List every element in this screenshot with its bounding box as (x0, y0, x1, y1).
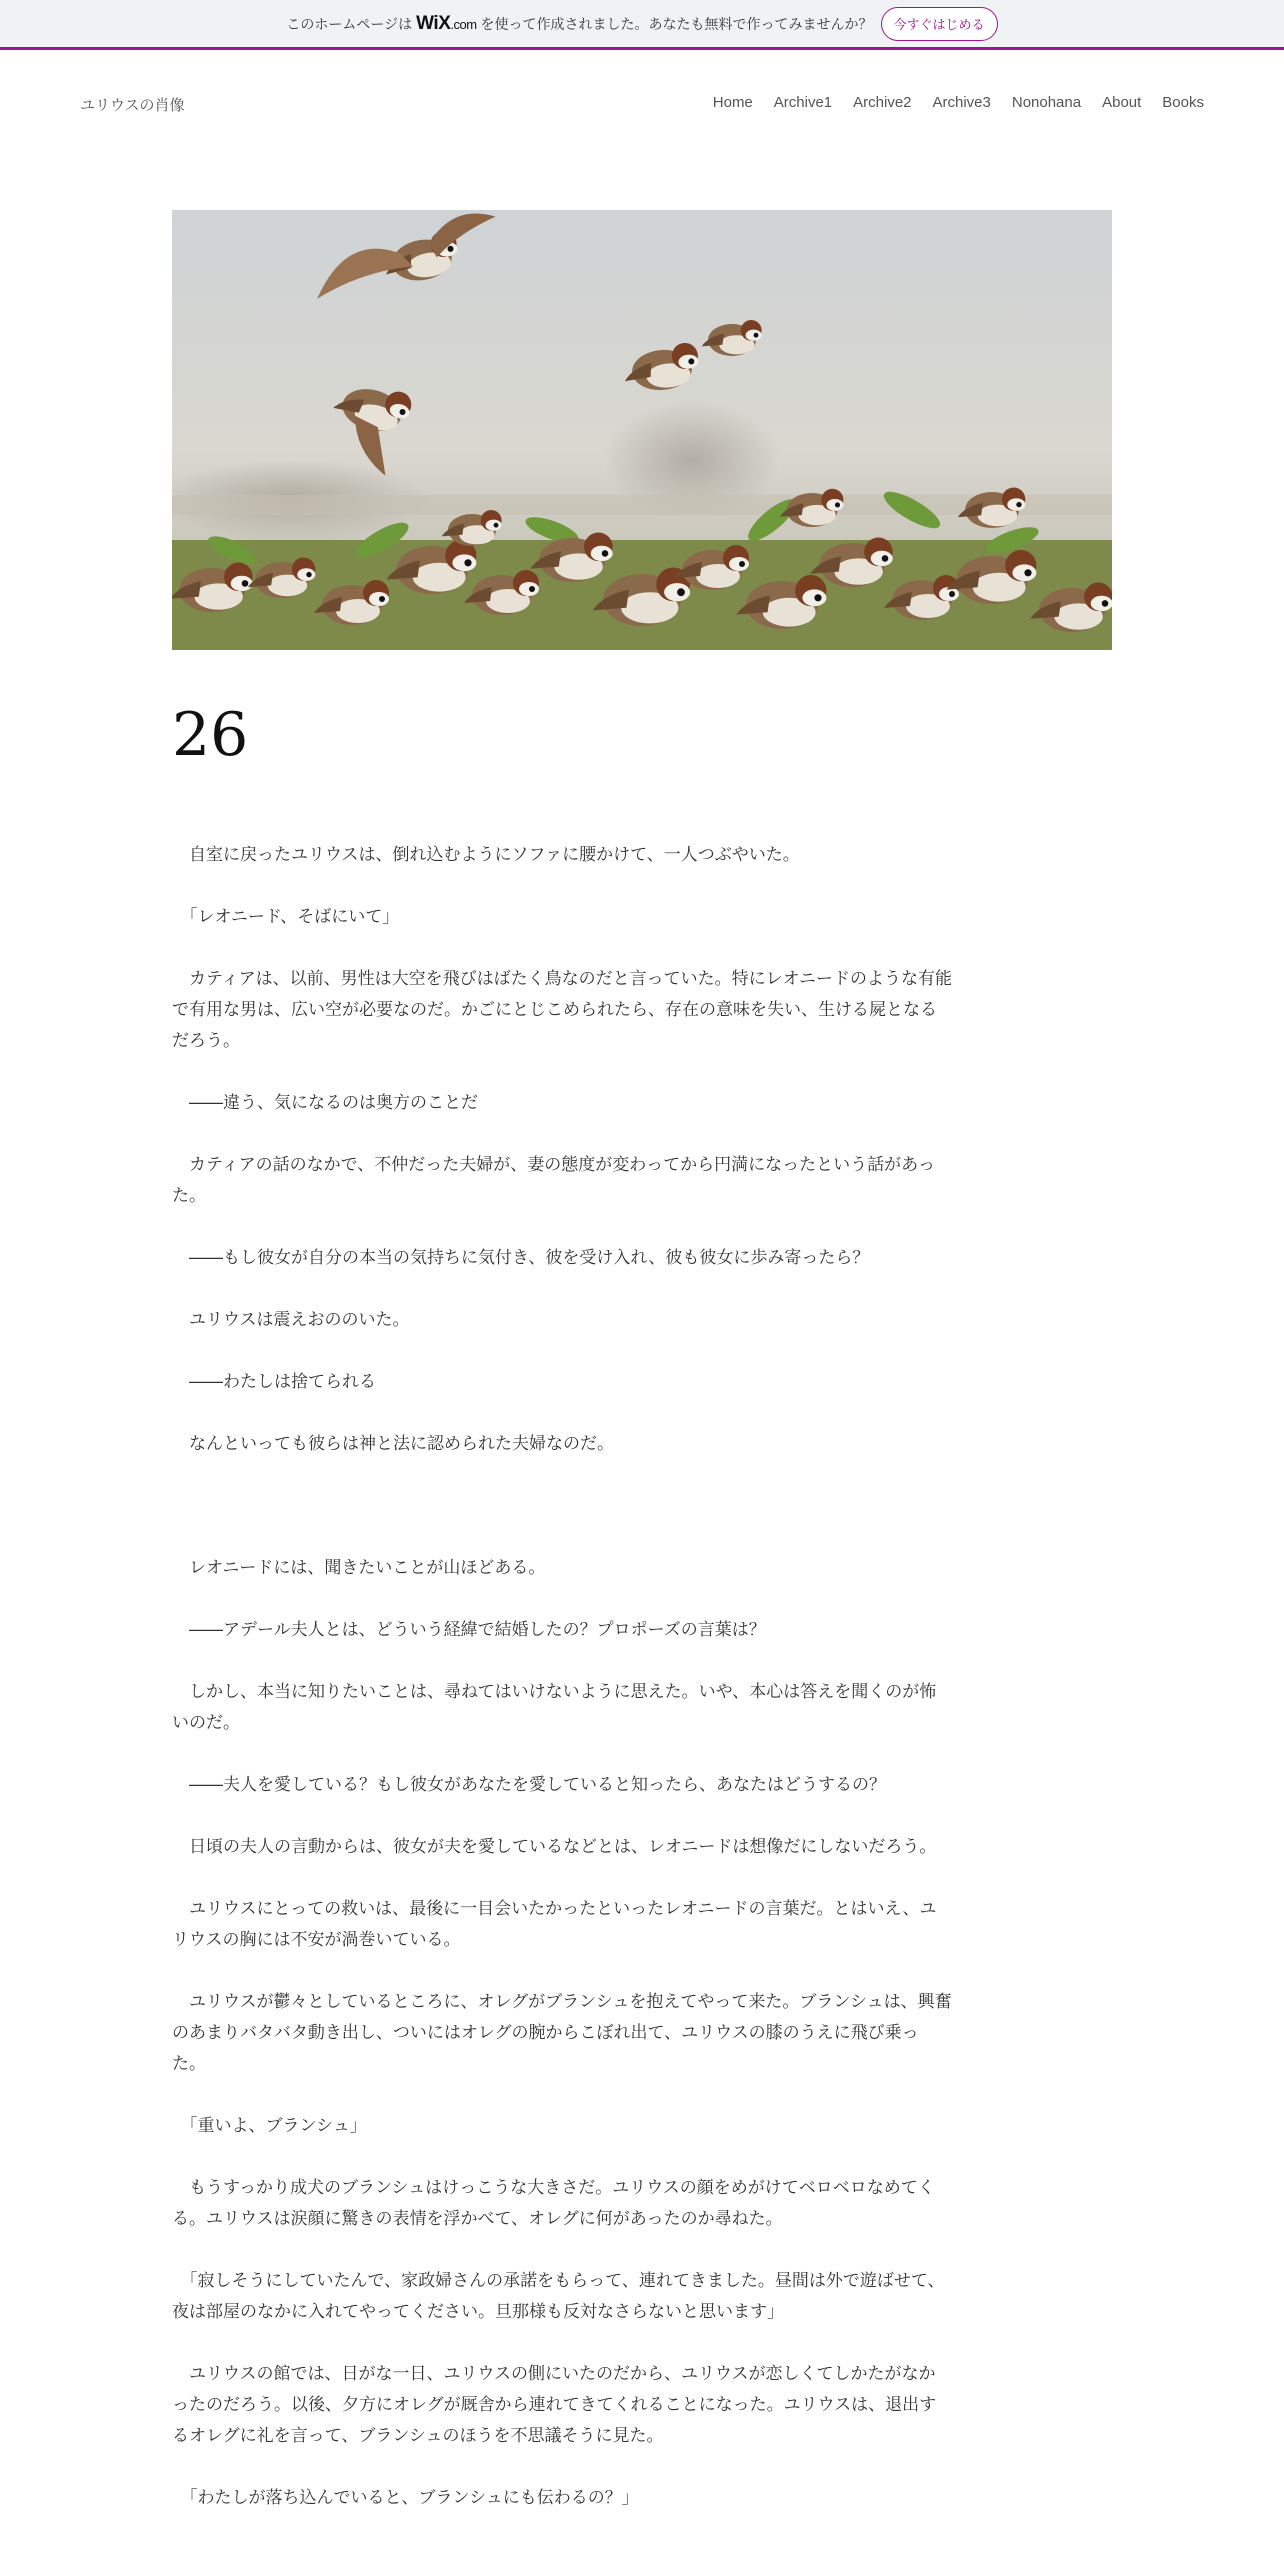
wix-logo-main: WiX (416, 12, 451, 34)
paragraph: ――違う、気になるのは奥方のことだ (172, 1093, 478, 1113)
paragraph: 「わたしが落ち込んでいると、ブランシュにも伝わるの？」 (172, 2488, 639, 2508)
main-nav (713, 94, 1204, 111)
sparrows-photo-icon (172, 210, 1112, 650)
wix-logo[interactable] (416, 13, 476, 35)
paragraph: ――夫人を愛している？もし彼女があなたを愛していると知ったら、あなたはどうするの？ (172, 1775, 886, 1795)
paragraph: なんといっても彼らは神と法に認められた夫婦なのだ。 (172, 1434, 614, 1454)
paragraph: しかし、本当に知りたいことは、尋ねてはいけないように思えた。いや、本心は答えを聞くのが怖いのだ。 (172, 1682, 937, 1733)
nav-item-books[interactable]: Books (1162, 94, 1204, 111)
paragraph: ユリウスにとっての救いは、最後に一目会いたかったといったレオニードの言葉だ。とはいえ、ユリウスの胸には不安が渦巻いている。 (172, 1899, 937, 1950)
nav-item-nonohana[interactable]: Nonohana (1011, 94, 1082, 111)
start-now-button[interactable]: 今すぐはじめる (881, 7, 998, 41)
nav-item-archive2[interactable]: Archive2 (853, 94, 912, 111)
site-title[interactable]: ユリウスの肖像 (80, 96, 185, 114)
paragraph: ――わたしは捨てられる (172, 1372, 376, 1392)
paragraph: もうすっかり成犬のブランシュはけっこうな大きさだ。ユリウスの顔をめがけてベロベロなめてくる。ユリウスは涙顔に驚きの表情を浮かべて、オレグに何があったのか尋ねた。 (172, 2178, 935, 2229)
paragraph: カティアは、以前、男性は大空を飛びはばたく鳥なのだと言っていた。特にレオニードのような有能で有用な男は、広い空が必要なのだ。かごにとじこめられたら、存在の意味を失い、生ける屍となるだろう。 (172, 969, 952, 1051)
paragraph: ユリウスは震えおののいた。 (172, 1310, 410, 1330)
paragraph: ――もし彼女が自分の本当の気持ちに気付き、彼を受け入れ、彼も彼女に歩み寄ったら？ (172, 1248, 870, 1268)
post-body (172, 840, 952, 2545)
paragraph: ――アデール夫人とは、どういう経緯で結婚したの？プロポーズの言葉は？ (172, 1620, 766, 1640)
nav-item-archive1[interactable]: Archive1 (773, 94, 833, 111)
hero-image (172, 210, 1112, 650)
paragraph: 自室に戻ったユリウスは、倒れ込むようにソファに腰かけて、一人つぶやいた。 (172, 845, 800, 865)
paragraph: 日頃の夫人の言動からは、彼女が夫を愛しているなどとは、レオニードは想像だにしないだろう。 (172, 1837, 937, 1857)
post-title: 26 (172, 700, 249, 770)
paragraph: カティアの話のなかで、不仲だった夫婦が、妻の態度が変わってから円満になったという話があった。 (172, 1155, 935, 1206)
paragraph: 「レオニード、そばにいて」 (172, 907, 400, 927)
paragraph: ユリウスが鬱々としているところに、オレグがブランシュを抱えてやって来た。ブランシュは、興奮のあまりバタバタ動き出し、ついにはオレグの腕からこぼれ出て、ユリウスの膝のうえに飛び乗った。 (172, 1992, 952, 2074)
nav-item-archive3[interactable]: Archive3 (932, 94, 991, 111)
paragraph: 「寂しそうにしていたんで、家政婦さんの承諾をもらって、連れてきました。昼間は外で遊ばせて、夜は部屋のなかに入れてやってください。旦那様も反対なさらないと思います」 (172, 2271, 945, 2322)
wix-logo-suffix: .com (450, 16, 477, 32)
wix-promo-banner (0, 0, 1284, 50)
banner-prefix: このホームページは (286, 16, 413, 33)
nav-item-about[interactable]: About (1102, 94, 1142, 111)
paragraph: 「重いよ、ブランシュ」 (172, 2116, 367, 2136)
paragraph: レオニードには、聞きたいことが山ほどある。 (172, 1558, 546, 1578)
banner-suffix: を使って作成されました。あなたも無料で作ってみませんか？ (480, 16, 873, 33)
paragraph-spacer (172, 1491, 952, 1522)
paragraph: ユリウスの館では、日がな一日、ユリウスの側にいたのだから、ユリウスが恋しくてしかたがなかったのだろう。以後、夕方にオレグが厩舎から連れてきてくれることになった。ユリウスは、退出するオレグに礼を言って、ブランシュのほうを不思議そうに見た。 (172, 2364, 937, 2446)
nav-item-home[interactable]: Home (712, 94, 753, 111)
